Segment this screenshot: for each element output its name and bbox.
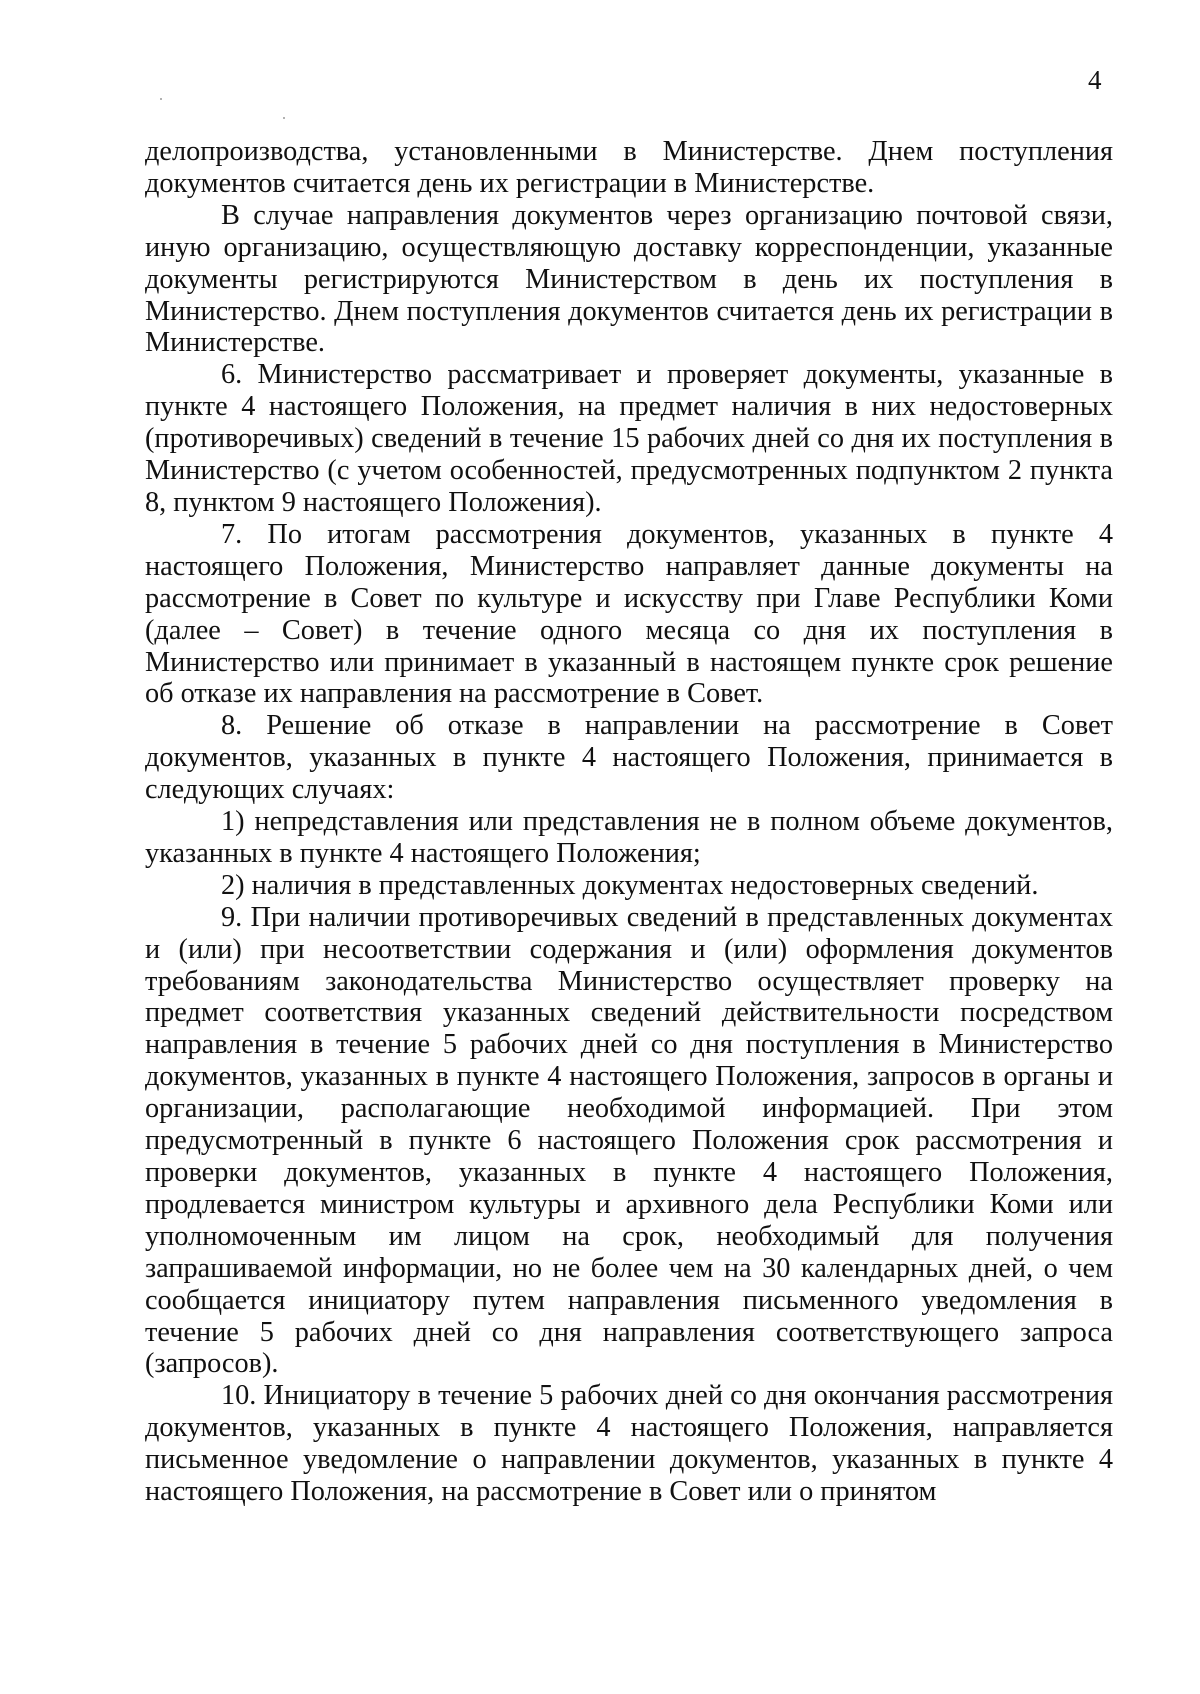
paragraph-item-10: 10. Инициатору в течение 5 рабочих дней со дня окончания рассмотрения документов, указанных в пункте 4 настоящего Положения, направляется письменное уведомление о направлении документов, указанных в пункте 4 настоящего Положения, на рассмотрение в Совет или о принятом bbox=[145, 1380, 1113, 1508]
document-body bbox=[145, 136, 1113, 1508]
scan-speck bbox=[283, 117, 285, 119]
paragraph-item-7: 7. По итогам рассмотрения документов, указанных в пункте 4 настоящего Положения, Министерство направляет данные документы на рассмотрение в Совет по культуре и искусству при Главе Республики Коми (далее – Совет) в течение одного месяца со дня их поступления в Министерство или принимает в указанный в настоящем пункте срок решение об отказе их направления на рассмотрение в Совет. bbox=[145, 518, 1113, 710]
paragraph-item-8-sub-1: 1) непредставления или представления не в полном объеме документов, указанных в пункте 4 настоящего Положения; bbox=[145, 806, 1113, 869]
paragraph-item-8: 8. Решение об отказе в направлении на рассмотрение в Совет документов, указанных в пункте 4 настоящего Положения, принимается в следующих случаях: bbox=[145, 710, 1113, 806]
paragraph-item-8-sub-2: 2) наличия в представленных документах недостоверных сведений. bbox=[221, 869, 1039, 901]
paragraph-postal-delivery: В случае направления документов через организацию почтовой связи, иную организацию, осуществляющую доставку корреспонденции, указанные документы регистрируются Министерством в день их поступления в Министерство. Днем поступления документов считается день их регистрации в Министерстве. bbox=[145, 199, 1113, 359]
paragraph-item-9: 9. При наличии противоречивых сведений в представленных документах и (или) при несоответствии содержания и (или) оформления документов требованиям законодательства Министерство осуществляет проверку на предмет соответствия указанных сведений действительности посредством направления в течение 5 рабочих дней со дня поступления в Министерство документов, указанных в пункте 4 настоящего Положения, запросов в органы и организации, располагающие необходимой информацией. При этом предусмотренный в пункте 6 настоящего Положения срок рассмотрения и проверки документов, указанных в пункте 4 настоящего Положения, продлевается министром культуры и архивного дела Республики Коми или уполномоченным им лицом на срок, необходимый для получения запрашиваемой информации, но не более чем на 30 календарных дней, о чем сообщается инициатору путем направления письменного уведомления в течение 5 рабочих дней со дня направления соответствующего запроса (запросов). bbox=[145, 901, 1113, 1380]
paragraph-continuation: делопроизводства, установленными в Министерстве. Днем поступления документов считается день их регистрации в Министерстве. bbox=[145, 136, 1113, 199]
paragraph-item-6: 6. Министерство рассматривает и проверяет документы, указанные в пункте 4 настоящего Положения, на предмет наличия в них недостоверных (противоречивых) сведений в течение 15 рабочих дней со дня их поступления в Министерство (с учетом особенностей, предусмотренных подпунктом 2 пункта 8, пунктом 9 настоящего Положения). bbox=[145, 359, 1113, 518]
page-number: 4 bbox=[1088, 65, 1102, 95]
scan-speck bbox=[160, 98, 162, 100]
